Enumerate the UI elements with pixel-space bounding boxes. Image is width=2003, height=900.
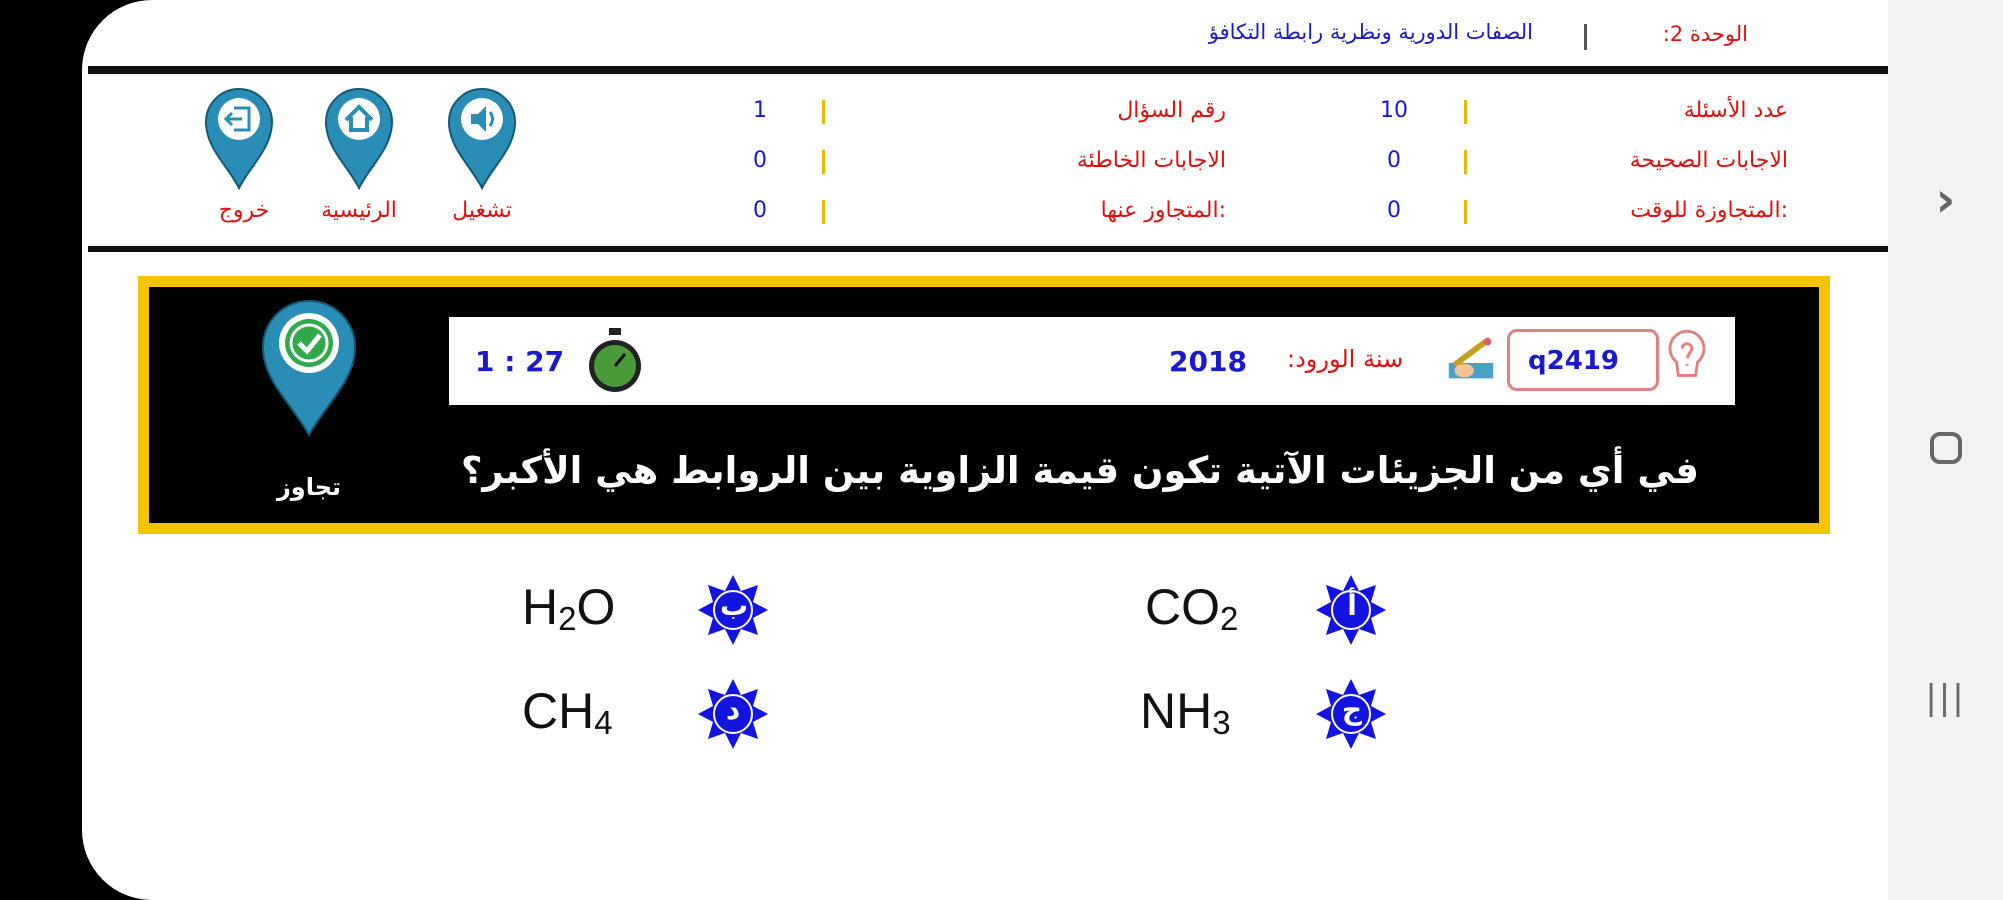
home-icon: [324, 86, 394, 190]
year-label: سنة الورود:: [1287, 345, 1404, 373]
unit-separator: [1584, 24, 1587, 50]
question-code-box: [1507, 329, 1659, 391]
option-d-formula: $CH_4$: [522, 683, 613, 741]
correct-value: 0: [1387, 148, 1401, 173]
correct-label: الاجابات الصحيحة: [1629, 148, 1788, 173]
exit-label: خروج: [218, 198, 270, 223]
option-d-letter: د: [725, 693, 741, 726]
stopwatch-icon: [585, 325, 645, 397]
skipped-value: 0: [753, 198, 767, 223]
wrong-label: الاجابات الخاطئة: [1076, 148, 1226, 173]
check-icon: [259, 297, 359, 437]
timeout-label: المتجاوزة للوقت:: [1630, 198, 1788, 223]
pen-writing-icon: [1443, 335, 1501, 385]
exit-button[interactable]: [194, 86, 294, 232]
unit-label: الوحدة 2:: [1662, 22, 1748, 46]
questions-count-value: 10: [1380, 98, 1408, 123]
question-number-value: 1: [753, 98, 767, 123]
quiz-screen: [82, 0, 1888, 900]
questions-count-label: عدد الأسئلة: [1683, 98, 1788, 123]
option-a-formula: $CO_2$: [1145, 579, 1239, 637]
timer-value: 1 : 27: [475, 345, 565, 378]
home-button[interactable]: [304, 86, 414, 232]
square-icon: [1930, 432, 1962, 464]
year-value: 2018: [1169, 345, 1247, 378]
stat-sep-6: [822, 200, 825, 224]
stat-sep-5: [822, 150, 825, 174]
speaker-icon: [447, 86, 517, 190]
option-a-letter: أ: [1347, 589, 1357, 622]
top-divider: [88, 66, 1888, 74]
wrong-value: 0: [753, 148, 767, 173]
option-b-letter: ب: [720, 589, 749, 622]
question-meta-bar: [449, 317, 1735, 405]
stat-sep-2: [1464, 150, 1467, 174]
stat-sep-3: [1464, 200, 1467, 224]
lightbulb-icon: [1663, 325, 1711, 397]
system-nav-bar: [1888, 0, 2003, 900]
play-label: تشغيل: [452, 198, 512, 223]
recents-icon[interactable]: |||: [1925, 678, 1966, 718]
option-c-formula: $NH_3$: [1140, 683, 1231, 741]
skipped-label: المتجاوز عنها:: [1100, 198, 1226, 223]
play-button[interactable]: [432, 86, 532, 232]
chevron-right-icon[interactable]: ›: [1935, 172, 1956, 228]
home-label: الرئيسية: [321, 198, 397, 223]
home-nav-button[interactable]: [1888, 432, 2003, 468]
option-c-letter: ج: [1341, 693, 1363, 726]
stat-sep-1: [1464, 100, 1467, 124]
question-code: q2419: [1528, 346, 1619, 376]
question-text: في أي من الجزيئات الآتية تكون قيمة الزاوية بين الروابط هي الأكبر؟: [460, 449, 1699, 492]
option-b-formula: $H_2O$: [522, 579, 616, 637]
bottom-divider: [88, 246, 1888, 252]
stat-sep-4: [822, 100, 825, 124]
timeout-value: 0: [1387, 198, 1401, 223]
unit-title: الصفات الدورية ونظرية رابطة التكافؤ: [1208, 20, 1533, 44]
skip-label: تجاوز: [276, 473, 342, 501]
skip-button[interactable]: [249, 297, 369, 517]
question-number-label: رقم السؤال: [1117, 98, 1226, 123]
question-panel: [138, 276, 1830, 534]
exit-icon: [204, 86, 274, 190]
